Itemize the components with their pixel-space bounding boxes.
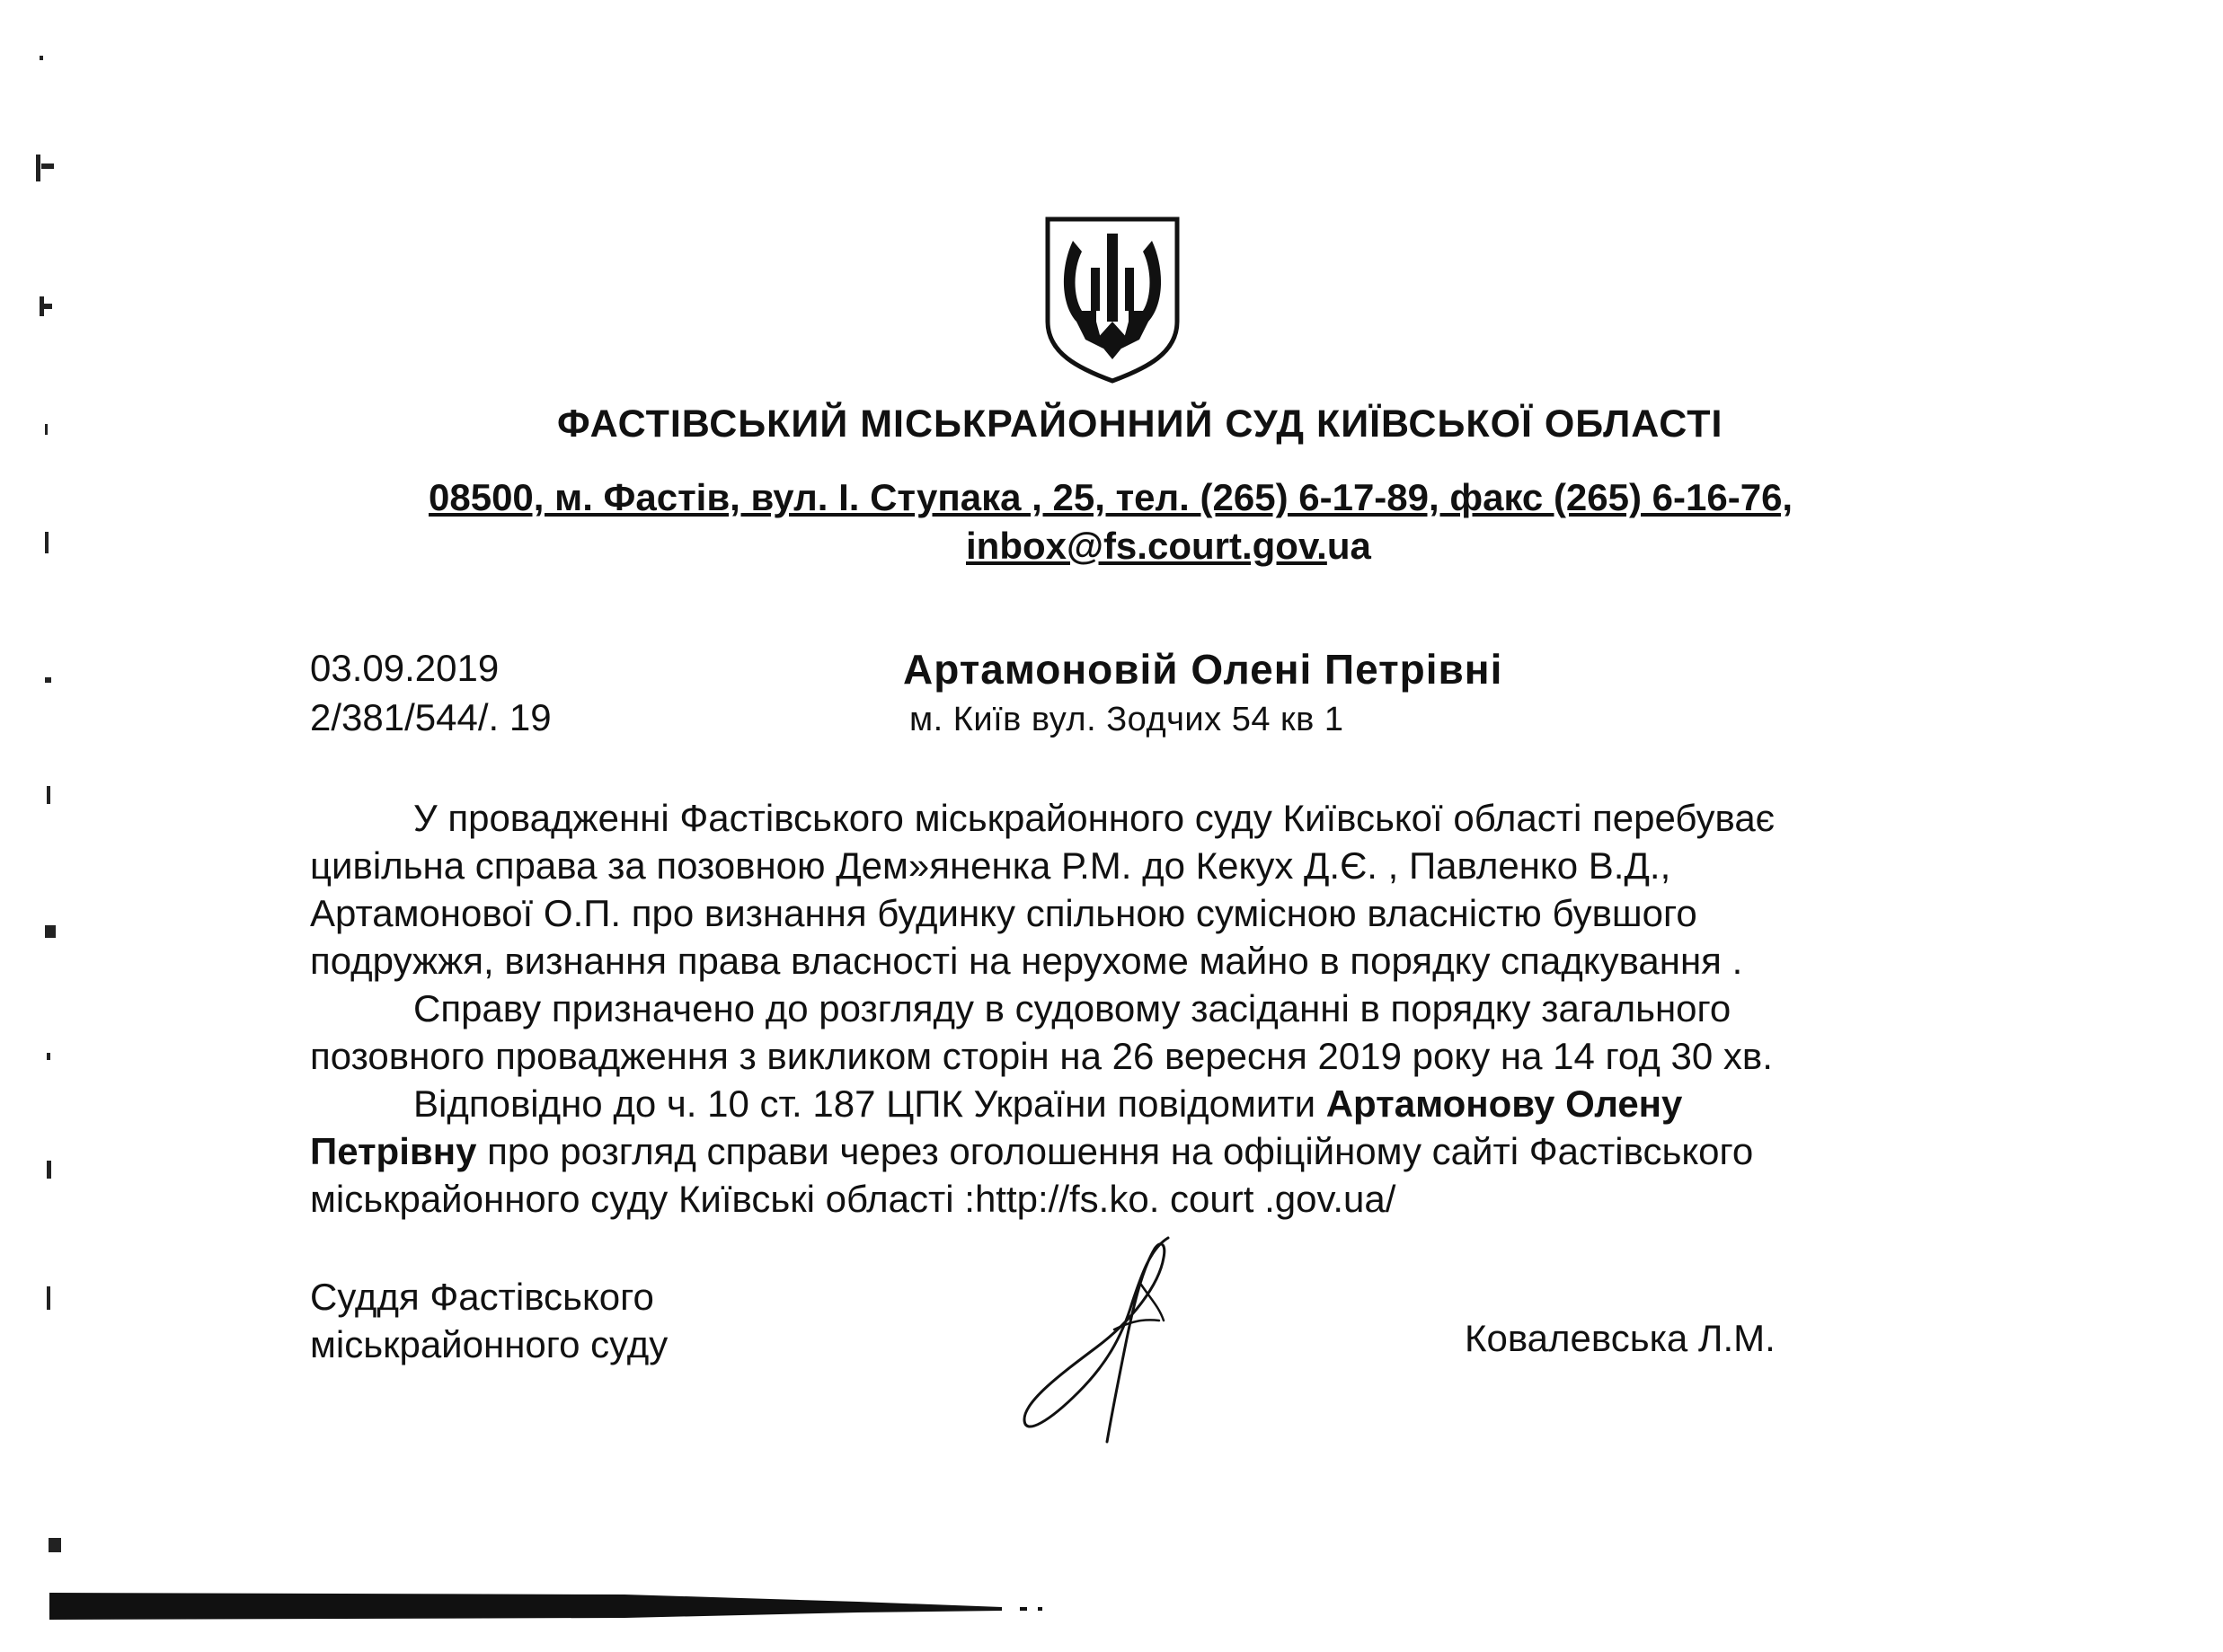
- judge-name: Ковалевська Л.М.: [1465, 1317, 1776, 1359]
- judge-title-line: міськрайонного суду: [310, 1323, 669, 1365]
- body-line: позовного провадження з викликом сторін на 26 вересня 2019 року на 14 год 30 хв.: [310, 1035, 1773, 1077]
- body-line: цивільна справа за позовною Дем»яненка Р.М. до Кекух Д.Є. , Павленко В.Д.,: [310, 844, 1671, 887]
- document-date: 03.09.2019: [310, 647, 500, 689]
- judge-title-line: Суддя Фастівського: [310, 1276, 654, 1318]
- scan-artifact: [49, 1538, 61, 1552]
- body-line: У провадженні Фастівського міськрайонного суду Київської області перебуває: [413, 797, 1776, 839]
- notified-person-patronymic: Петрівну: [310, 1130, 477, 1172]
- scan-artifact: [47, 1286, 50, 1310]
- scan-artifact: [45, 424, 48, 435]
- scan-artifact: [41, 163, 54, 169]
- scan-artifact: [43, 304, 52, 309]
- scan-artifact: [47, 786, 50, 804]
- scan-artifact: [47, 1161, 51, 1179]
- court-name: ФАСТІВСЬКИЙ МІСЬКРАЙОННИЙ СУД КИЇВСЬКОЇ ОБЛАСТІ: [557, 402, 1723, 446]
- recipient-name: Артамоновій Олені Петрівні: [903, 646, 1503, 693]
- body-line: Справу призначено до розгляду в судовому засіданні в порядку загального: [413, 987, 1731, 1029]
- body-text: Відповідно до ч. 10 ст. 187 ЦПК України повідомити: [413, 1082, 1326, 1125]
- body-text: про розгляд справи через оголошення на офіційному сайті Фастівського: [476, 1130, 1754, 1172]
- scan-artifact: [36, 155, 40, 181]
- court-email: [966, 525, 1371, 568]
- body-line: подружжя, визнання права власності на нерухоме майно в порядку спадкування .: [310, 940, 1743, 982]
- body-line: міськрайонного суду Київські області :http://fs.ko. court .gov.ua/: [310, 1178, 1396, 1220]
- court-email-link[interactable]: inbox@fs.court.gov.: [966, 525, 1327, 567]
- body-line: Артамонової О.П. про визнання будинку спільною сумісною власністю бувшого: [310, 892, 1697, 934]
- scan-edge-artifact: [49, 1586, 1047, 1621]
- body-line: [413, 1082, 1682, 1126]
- body-line: [310, 1130, 1753, 1173]
- scan-artifact: [45, 532, 49, 553]
- court-address: 08500, м. Фастів, вул. І. Ступака , 25, тел. (265) 6-17-89, факс (265) 6-16-76,: [429, 476, 1793, 518]
- court-email-suffix: ua: [1326, 525, 1371, 567]
- notified-person-name: Артамонову Олену: [1325, 1082, 1683, 1125]
- scan-artifact: [45, 925, 56, 938]
- case-number: 2/381/544/. 19: [310, 696, 552, 738]
- handwritten-signature: [1006, 1231, 1222, 1446]
- coat-of-arms-emblem: [1041, 214, 1184, 384]
- scan-artifact: [45, 677, 51, 683]
- scan-artifact: [40, 56, 43, 60]
- recipient-address: м. Київ вул. Зодчих 54 кв 1: [909, 701, 1344, 738]
- scan-artifact: [47, 1053, 50, 1060]
